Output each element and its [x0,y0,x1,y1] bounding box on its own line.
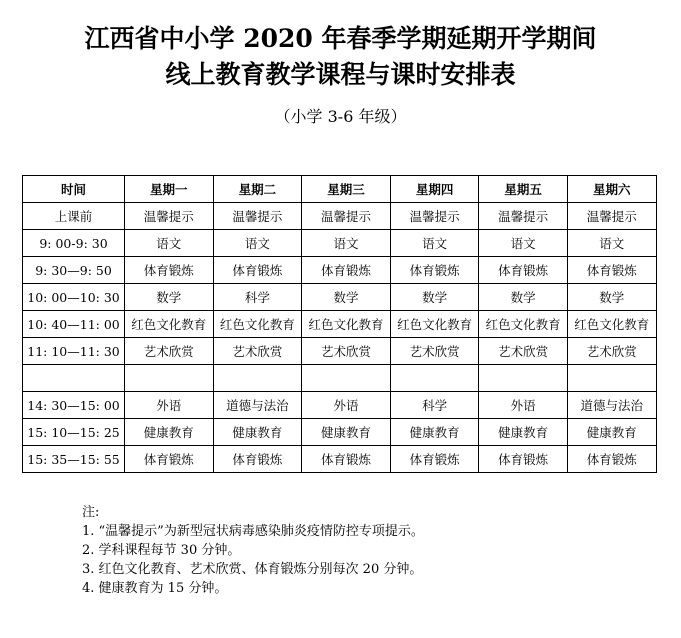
header-row [23,176,657,203]
subject-cell: 红色文化教育 [390,311,479,338]
subject-cell: 艺术欣赏 [213,338,302,365]
subject-cell: 科学 [213,284,302,311]
document-subtitle: （小学 3-6 年级） [274,107,407,126]
subject-cell: 体育锻炼 [390,446,479,473]
subject-cell: 温馨提示 [125,203,214,230]
subject-cell: 体育锻炼 [213,446,302,473]
note-item: 3. 红色文化教育、艺术欣赏、体育锻炼分别每次 20 分钟。 [82,562,423,577]
subject-cell: 数学 [125,284,214,311]
subject-cell: 健康教育 [302,419,391,446]
subject-cell: 语文 [213,230,302,257]
document-title-line-1: 江西省中小学 2020 年春季学期延期开学期间 [84,24,597,53]
subject-cell: 语文 [567,230,656,257]
subject-cell: 健康教育 [479,419,568,446]
subject-cell: 体育锻炼 [302,257,391,284]
notes-section [82,503,424,598]
subject-cell: 科学 [390,392,479,419]
subject-cell: 体育锻炼 [567,446,656,473]
column-header-time: 时间 [23,176,125,203]
column-header-day: 星期一 [125,176,214,203]
subject-cell: 温馨提示 [213,203,302,230]
subject-cell: 红色文化教育 [213,311,302,338]
table-row [23,419,657,446]
subject-cell: 健康教育 [567,419,656,446]
time-cell: 10: 00—10: 30 [23,284,125,311]
schedule-table-body [23,203,657,473]
table-row [23,338,657,365]
subject-cell: 艺术欣赏 [125,338,214,365]
subject-cell: 艺术欣赏 [302,338,391,365]
column-header-day: 星期二 [213,176,302,203]
subject-cell: 健康教育 [125,419,214,446]
subject-cell: 道德与法治 [567,392,656,419]
subject-cell: 体育锻炼 [125,257,214,284]
time-cell: 11: 10—11: 30 [23,338,125,365]
subject-cell: 温馨提示 [390,203,479,230]
time-cell: 10: 40—11: 00 [23,311,125,338]
document-title-line-2: 线上教育教学课程与课时安排表 [165,60,516,89]
table-row [23,446,657,473]
note-item: 1. “温馨提示”为新型冠状病毒感染肺炎疫情防控专项提示。 [82,524,424,539]
subject-cell: 体育锻炼 [567,257,656,284]
subject-cell [213,365,302,392]
table-row [23,392,657,419]
table-row [23,365,657,392]
time-cell: 上课前 [23,203,125,230]
subject-cell [567,365,656,392]
subject-cell: 健康教育 [390,419,479,446]
note-item: 4. 健康教育为 15 分钟。 [82,581,228,596]
column-header-day: 星期六 [567,176,656,203]
subject-cell: 语文 [125,230,214,257]
schedule-table [22,175,657,473]
subject-cell: 外语 [302,392,391,419]
table-row [23,284,657,311]
subject-cell: 红色文化教育 [567,311,656,338]
time-cell: 14: 30—15: 00 [23,392,125,419]
subject-cell: 体育锻炼 [479,257,568,284]
subject-cell: 语文 [302,230,391,257]
note-item: 2. 学科课程每节 30 分钟。 [82,543,241,558]
subject-cell: 艺术欣赏 [479,338,568,365]
subject-cell [390,365,479,392]
column-header-day: 星期三 [302,176,391,203]
subject-cell: 道德与法治 [213,392,302,419]
subject-cell: 数学 [390,284,479,311]
schedule-table-header [23,176,657,203]
subject-cell: 红色文化教育 [479,311,568,338]
subject-cell [302,365,391,392]
table-row [23,230,657,257]
subject-cell: 外语 [479,392,568,419]
subject-cell: 体育锻炼 [390,257,479,284]
column-header-day: 星期五 [479,176,568,203]
subject-cell: 艺术欣赏 [390,338,479,365]
subject-cell: 红色文化教育 [125,311,214,338]
subject-cell: 语文 [479,230,568,257]
subject-cell: 温馨提示 [479,203,568,230]
subject-cell: 语文 [390,230,479,257]
subject-cell: 数学 [479,284,568,311]
subject-cell: 健康教育 [213,419,302,446]
column-header-day: 星期四 [390,176,479,203]
subject-cell: 体育锻炼 [213,257,302,284]
subject-cell: 艺术欣赏 [567,338,656,365]
subject-cell [125,365,214,392]
time-cell: 9: 30—9: 50 [23,257,125,284]
time-cell: 9: 00-9: 30 [23,230,125,257]
time-cell [23,365,125,392]
subject-cell: 温馨提示 [567,203,656,230]
subject-cell: 外语 [125,392,214,419]
subject-cell: 红色文化教育 [302,311,391,338]
table-row [23,311,657,338]
subject-cell [479,365,568,392]
table-row [23,257,657,284]
subject-cell: 数学 [302,284,391,311]
subject-cell: 体育锻炼 [125,446,214,473]
time-cell: 15: 35—15: 55 [23,446,125,473]
subject-cell: 体育锻炼 [302,446,391,473]
table-row [23,203,657,230]
subject-cell: 体育锻炼 [479,446,568,473]
notes-heading: 注: [82,505,100,520]
time-cell: 15: 10—15: 25 [23,419,125,446]
subject-cell: 温馨提示 [302,203,391,230]
subject-cell: 数学 [567,284,656,311]
